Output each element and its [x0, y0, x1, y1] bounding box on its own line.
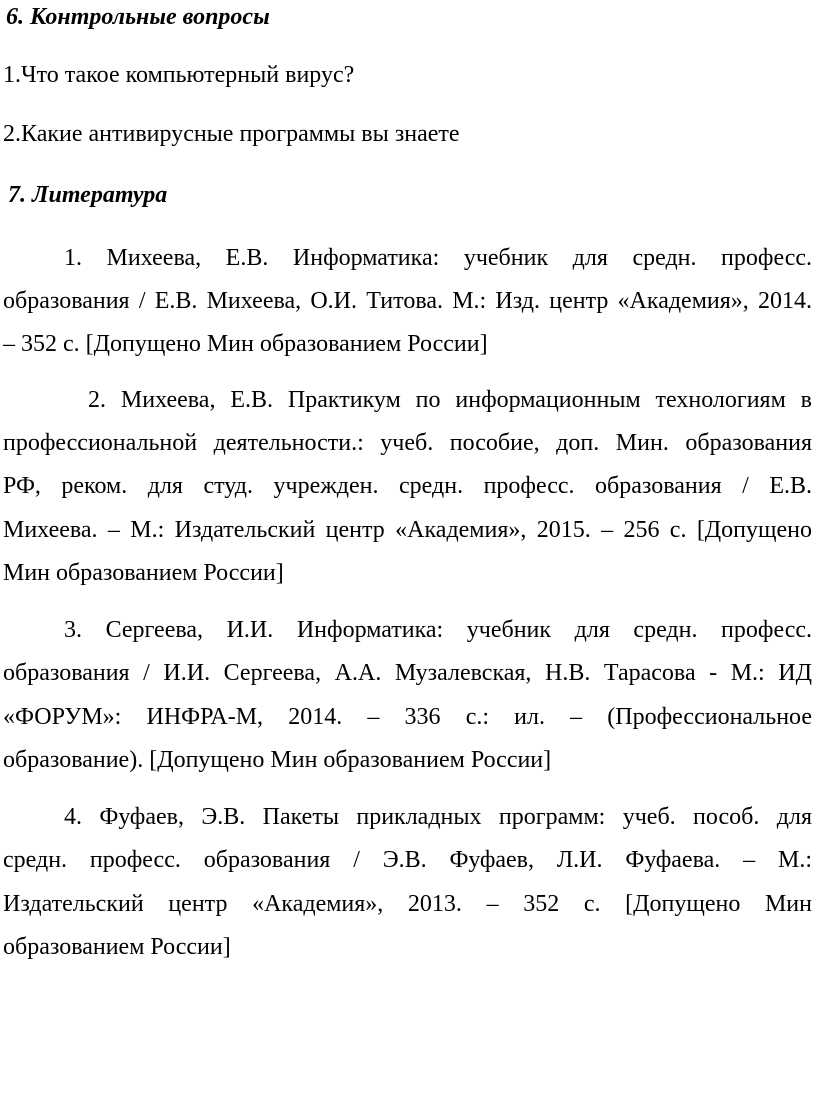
reference-2-line-4: Михеева. – М.: Издательский центр «Академия», 2015. – 256 с. [Допущено [3, 517, 812, 543]
reference-3-line-4: образование). [Допущено Мин образованием России] [3, 747, 552, 773]
reference-1-line-2: образования / Е.В. Михеева, О.И. Титова. М.: Изд. центр «Академия», 2014. [3, 288, 812, 314]
reference-4-line-3: Издательский центр «Академия», 2013. – 352 с. [Допущено Мин [3, 891, 812, 917]
question-1: 1.Что такое компьютерный вирус? [3, 62, 355, 88]
reference-3-line-1: 3. Сергеева, И.И. Информатика: учебник для средн. професс. [64, 617, 812, 643]
reference-2-line-3: РФ, реком. для студ. учрежден. средн. професс. образования / Е.В. [3, 473, 812, 499]
reference-1-line-1: 1. Михеева, Е.В. Информатика: учебник для средн. професс. [64, 245, 812, 271]
reference-4-line-4: образованием России] [3, 934, 231, 960]
reference-2-line-2: профессиональной деятельности.: учеб. пособие, доп. Мин. образования [3, 430, 812, 456]
section-7-heading: 7. Литература [8, 182, 168, 208]
reference-1-line-3: – 352 с. [Допущено Мин образованием России] [3, 331, 488, 357]
reference-2-line-5: Мин образованием России] [3, 560, 284, 586]
reference-4-line-1: 4. Фуфаев, Э.В. Пакеты прикладных программ: учеб. пособ. для [64, 804, 812, 830]
section-6-heading: 6. Контрольные вопросы [6, 4, 270, 30]
reference-2-line-1: 2. Михеева, Е.В. Практикум по информационным технологиям в [88, 387, 812, 413]
reference-3-line-3: «ФОРУМ»: ИНФРА-М, 2014. – 336 с.: ил. – (Профессиональное [3, 704, 812, 730]
reference-3-line-2: образования / И.И. Сергеева, А.А. Музалевская, Н.В. Тарасова - М.: ИД [3, 660, 812, 686]
question-2: 2.Какие антивирусные программы вы знаете [3, 121, 460, 147]
reference-4-line-2: средн. професс. образования / Э.В. Фуфаев, Л.И. Фуфаева. – М.: [3, 847, 812, 873]
